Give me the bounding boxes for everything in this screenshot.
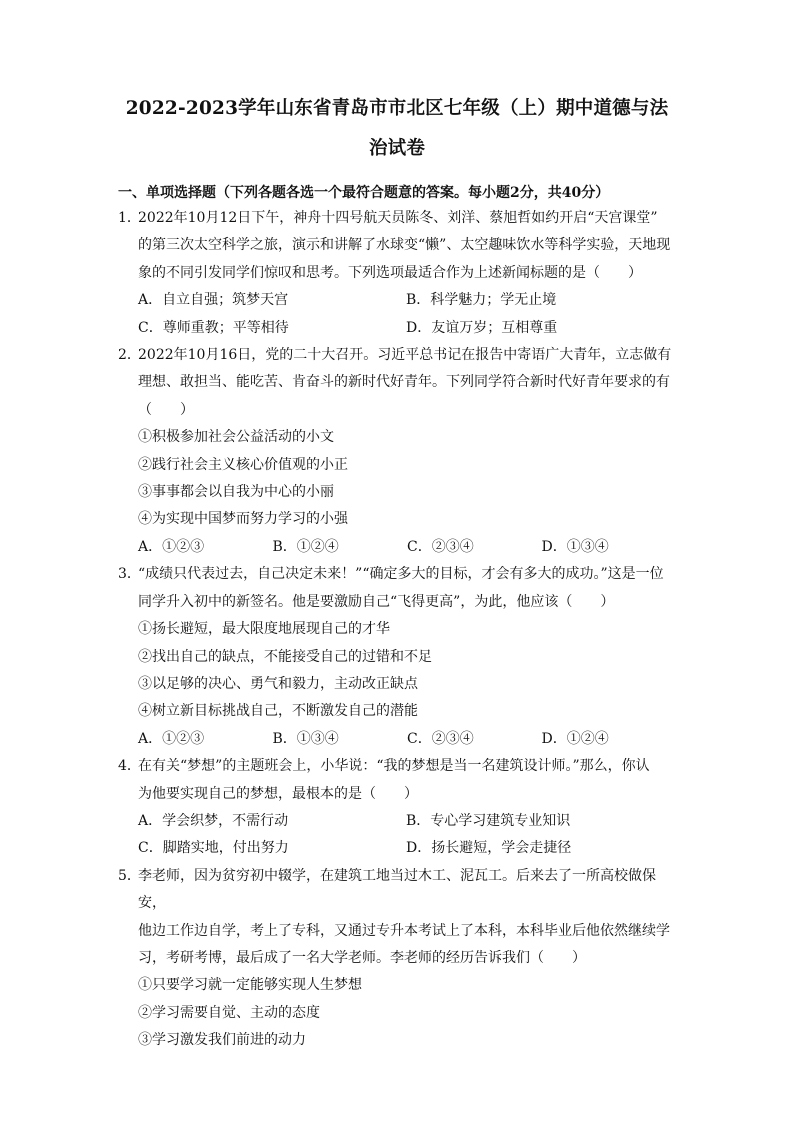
statement-item: ③事事都会以自我为中心的小丽 [138, 484, 334, 501]
question-number: 2． [118, 347, 141, 364]
question-text-line: 在有关“梦想”的主题班会上，小华说：“我的梦想是当一名建筑设计师。”那么，你认 [138, 758, 650, 775]
option-b: B．科学魅力；学无止境 [406, 292, 557, 309]
question-text-line: 理想、敢担当、能吃苦、肯奋斗的新时代好青年。下列同学符合新时代好青年要求的有 [138, 374, 670, 391]
question-2 [118, 342, 676, 561]
question-text-line: 象的不同引发同学们惊叹和思考。下列选项最适合作为上述新闻标题的是（ ） [138, 264, 642, 281]
statement-item: ②践行社会主义核心价值观的小正 [138, 456, 348, 473]
question-number: 1． [118, 210, 141, 226]
question-3 [118, 561, 676, 753]
question-number: 5． [118, 867, 141, 884]
option-a: A．学会织梦，不需行动 [138, 812, 289, 829]
option-d: D．友谊万岁；互相尊重 [406, 319, 558, 336]
question-text-line: （ ） [138, 401, 194, 418]
question-number: 3． [118, 566, 141, 583]
question-text-line: 为他要实现自己的梦想，最根本的是（ ） [138, 785, 418, 802]
question-text-line: 同学升入初中的新签名。他是要激励自己“飞得更高”，为此，他应该（ ） [138, 593, 615, 610]
question-1 [118, 205, 676, 342]
option-a: A．①②③ [138, 730, 205, 747]
question-text-line: 2022年10月16日，党的二十大召开。习近平总书记在报告中寄语广大青年，立志做有 [138, 347, 672, 364]
option-b: B．专心学习建筑专业知识 [406, 812, 571, 829]
statement-item: ④为实现中国梦而努力学习的小强 [138, 511, 348, 528]
option-d: D．①②④ [541, 730, 609, 747]
question-5 [118, 863, 676, 1055]
question-number: 4． [118, 758, 141, 775]
exam-title-line2: 治试卷 [368, 138, 426, 159]
option-a: A．自立自强；筑梦天宫 [138, 292, 289, 309]
question-text-line: “成绩只代表过去，自己决定未来！”“确定多大的目标，才会有多大的成功。”这是一位 [138, 566, 664, 583]
option-a: A．①②③ [138, 538, 205, 555]
statement-item: ③学习激发我们前进的动力 [138, 1032, 306, 1049]
statement-item: ①扬长避短，最大限度地展现自己的才华 [138, 621, 390, 638]
option-d: D．扬长避短，学会走捷径 [406, 840, 572, 857]
question-text-line: 他边工作边自学，考上了专科，又通过专升本考试上了本科，本科毕业后他依然继续学 [138, 922, 670, 939]
option-c: C．②③④ [407, 730, 474, 747]
question-text-line: 习，考研考博，最后成了一名大学老师。李老师的经历告诉我们（ ） [138, 949, 586, 966]
question-text-line: 李老师，因为贫穷初中辍学，在建筑工地当过木工、泥瓦工。后来去了一所高校做保安， [138, 867, 656, 912]
statement-item: ①积极参加社会公益活动的小文 [138, 429, 334, 446]
statement-item: ③以足够的决心、勇气和毅力，主动改正缺点 [138, 675, 418, 692]
question-text-line: 的第三次太空科学之旅，演示和讲解了水球变“懒”、太空趣味饮水等科学实验，天地现 [138, 237, 671, 254]
question-text-line: 2022年10月12日下午，神舟十四号航天员陈冬、刘洋、蔡旭哲如约开启“天宫课堂” [138, 210, 658, 226]
statement-item: ②找出自己的缺点，不能接受自己的过错和不足 [138, 648, 432, 665]
question-4 [118, 753, 676, 863]
option-d: D．①③④ [541, 538, 609, 555]
option-c: C．②③④ [407, 538, 474, 555]
exam-title-line1: 2022-2023学年山东省青岛市市北区七年级（上）期中道德与法 [125, 98, 669, 119]
statement-item: ①只要学习就一定能够实现人生梦想 [138, 977, 362, 994]
option-b: B．①③④ [272, 730, 339, 747]
section-heading: 一、单项选择题（下列各题各选一个最符合题意的答案。每小题2分，共40分） [118, 185, 610, 201]
statement-item: ④树立新目标挑战自己，不断激发自己的潜能 [138, 703, 418, 720]
option-c: C．脚踏实地，付出努力 [138, 840, 289, 857]
option-b: B．①②④ [272, 538, 339, 555]
option-c: C．尊师重教；平等相待 [138, 319, 289, 336]
statement-item: ②学习需要自觉、主动的态度 [138, 1004, 320, 1021]
